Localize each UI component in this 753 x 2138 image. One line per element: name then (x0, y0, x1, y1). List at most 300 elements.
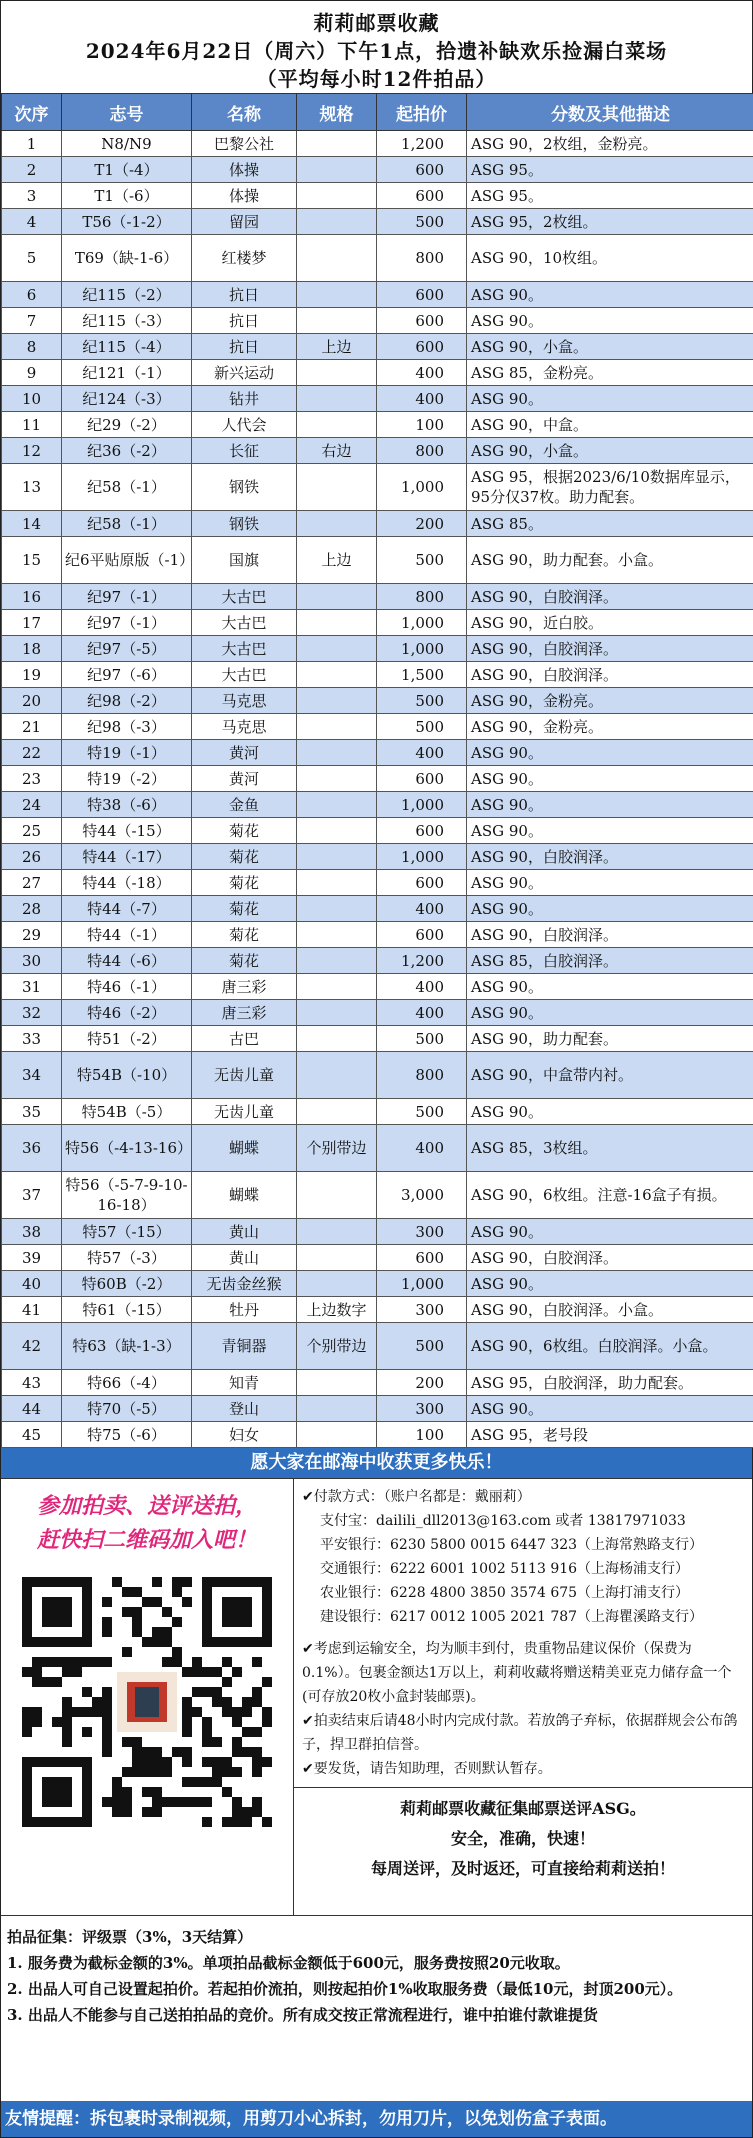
lot-price: 600 (377, 308, 467, 334)
lot-code: 特63（缺-1-3） (62, 1323, 192, 1370)
lot-code: 特54B（-5） (62, 1099, 192, 1125)
lot-no: 41 (2, 1297, 62, 1323)
lot-desc: ASG 95。 (467, 183, 753, 209)
lot-no: 43 (2, 1370, 62, 1396)
lot-name: 长征 (192, 438, 297, 464)
lot-code: 纪97（-6） (62, 662, 192, 688)
lot-name: 青铜器 (192, 1323, 297, 1370)
lot-no: 2 (2, 157, 62, 183)
promo-line-1: 参加拍卖、送评送拍， (36, 1493, 257, 1519)
lot-price: 600 (377, 1245, 467, 1271)
lot-price: 400 (377, 360, 467, 386)
lot-no: 19 (2, 662, 62, 688)
lot-name: 马克思 (192, 688, 297, 714)
lot-no: 25 (2, 818, 62, 844)
lot-desc: ASG 90，6枚组。注意-16盒子有损。 (467, 1172, 753, 1219)
service-line-2: 安全，准确，快速！ (450, 1829, 595, 1848)
table-row (2, 1099, 753, 1125)
pingan-account: 平安银行：6230 5800 0015 6447 323（上海常熟路支行） (320, 1537, 704, 1553)
rule-2: 2. 出品人可自己设置起拍价。若起拍价流拍，则按起拍价1%收取服务费（最低10元，封顶200元）。 (7, 1980, 683, 1998)
lot-name: 大古巴 (192, 662, 297, 688)
lot-no: 3 (2, 183, 62, 209)
lot-desc: ASG 90，白胶润泽。 (467, 636, 753, 662)
lot-no: 28 (2, 896, 62, 922)
alipay-account: 支付宝：dailili_dll2013@163.com 或者 13817971033 (320, 1513, 686, 1529)
lot-spec (297, 282, 377, 308)
lot-name: 抗日 (192, 334, 297, 360)
table-row (2, 209, 753, 235)
lot-desc: ASG 90。 (467, 792, 753, 818)
lot-no: 27 (2, 870, 62, 896)
lot-price: 400 (377, 386, 467, 412)
lot-spec: 上边 (297, 334, 377, 360)
lot-code: 特46（-1） (62, 974, 192, 1000)
lot-desc: ASG 90。 (467, 282, 753, 308)
lot-price: 600 (377, 922, 467, 948)
table-row (2, 1172, 753, 1219)
lot-spec (297, 584, 377, 610)
table-row (2, 360, 753, 386)
table-row (2, 412, 753, 438)
rules-title: 拍品征集：评级票（3%，3天结算） (7, 1928, 253, 1946)
table-row (2, 1245, 753, 1271)
lot-name: 唐三彩 (192, 1000, 297, 1026)
lot-price: 500 (377, 1099, 467, 1125)
lot-name: 国旗 (192, 537, 297, 584)
table-row (2, 1323, 753, 1370)
lot-spec (297, 766, 377, 792)
col-header-desc: 分数及其他描述 (467, 94, 753, 131)
lot-name: 黄河 (192, 766, 297, 792)
lot-spec (297, 511, 377, 537)
lot-no: 40 (2, 1271, 62, 1297)
table-row (2, 662, 753, 688)
lot-spec: 上边 (297, 537, 377, 584)
lot-desc: ASG 90。 (467, 740, 753, 766)
lot-no: 35 (2, 1099, 62, 1125)
lot-no: 15 (2, 537, 62, 584)
lot-price: 1,000 (377, 636, 467, 662)
lot-code: 纪58（-1） (62, 511, 192, 537)
lot-desc: ASG 90，小盒。 (467, 438, 753, 464)
lot-code: 特60B（-2） (62, 1271, 192, 1297)
table-row (2, 537, 753, 584)
lot-price: 200 (377, 1370, 467, 1396)
table-row (2, 1219, 753, 1245)
shop-title: 莉莉邮票收藏 (313, 11, 440, 35)
auction-date-title: 2024年6月22日（周六）下午1点，拾遗补缺欢乐捡漏白菜场 (85, 39, 668, 63)
rule-3: 3. 出品人不能参与自己送拍拍品的竞价。所有成交按正常流程进行，谁中拍谁付款谁提货 (7, 2006, 598, 2024)
lot-name: 登山 (192, 1396, 297, 1422)
lot-desc: ASG 90。 (467, 870, 753, 896)
lot-desc: ASG 90，白胶润泽。 (467, 922, 753, 948)
lot-desc: ASG 90，白胶润泽。 (467, 844, 753, 870)
lot-desc: ASG 90，白胶润泽。 (467, 584, 753, 610)
lot-code: T69（缺-1-6） (62, 235, 192, 282)
lot-code: 纪115（-4） (62, 334, 192, 360)
lot-name: 大古巴 (192, 636, 297, 662)
lot-spec (297, 792, 377, 818)
lot-desc: ASG 95。 (467, 157, 753, 183)
lot-spec (297, 209, 377, 235)
consignment-rules (1, 1916, 752, 2028)
lot-spec (297, 896, 377, 922)
table-row (2, 1000, 753, 1026)
lot-spec (297, 183, 377, 209)
payment-deadline-note: ✔拍卖结束后请48小时内完成付款。若放鸽子弃标，依据群规会公布鸽子，捍卫群拍信誉。 (302, 1713, 738, 1753)
lot-code: 特38（-6） (62, 792, 192, 818)
lot-desc: ASG 90，金粉亮。 (467, 688, 753, 714)
table-row (2, 1422, 753, 1448)
lot-price: 3,000 (377, 1172, 467, 1219)
lot-spec: 个别带边 (297, 1323, 377, 1370)
table-row (2, 636, 753, 662)
lot-name: 钢铁 (192, 511, 297, 537)
lot-name: 体操 (192, 183, 297, 209)
lot-price: 200 (377, 511, 467, 537)
lot-price: 500 (377, 714, 467, 740)
lot-desc: ASG 90，白胶润泽。 (467, 662, 753, 688)
lot-desc: ASG 90，助力配套。 (467, 1026, 753, 1052)
friendly-reminder-banner: 友情提醒：拆包裹时录制视频，用剪刀小心拆封，勿用刀片，以免划伤盒子表面。 (1, 2101, 752, 2137)
lot-code: 纪6平贴原版（-1） (62, 537, 192, 584)
lot-price: 600 (377, 334, 467, 360)
lot-spec (297, 662, 377, 688)
lot-spec (297, 412, 377, 438)
table-row (2, 1026, 753, 1052)
lot-spec (297, 740, 377, 766)
lot-spec (297, 1052, 377, 1099)
lot-desc: ASG 90。 (467, 1396, 753, 1422)
auction-rate-note: （平均每小时12件拍品） (256, 67, 497, 91)
lot-price: 400 (377, 1125, 467, 1172)
lot-name: 菊花 (192, 870, 297, 896)
table-row (2, 818, 753, 844)
table-row (2, 235, 753, 282)
lot-spec (297, 844, 377, 870)
lot-no: 13 (2, 464, 62, 511)
table-row (2, 511, 753, 537)
lot-desc: ASG 90。 (467, 1099, 753, 1125)
table-row (2, 1396, 753, 1422)
lot-code: 特56（-5-7-9-10-16-18） (62, 1172, 192, 1219)
lot-spec (297, 1271, 377, 1297)
lot-code: 特44（-6） (62, 948, 192, 974)
lot-no: 33 (2, 1026, 62, 1052)
lot-code: 特46（-2） (62, 1000, 192, 1026)
lot-no: 30 (2, 948, 62, 974)
ccb-account: 建设银行：6217 0012 1005 2021 787（上海瞿溪路支行） (320, 1609, 704, 1625)
table-row (2, 610, 753, 636)
lot-no: 10 (2, 386, 62, 412)
lot-name: 金鱼 (192, 792, 297, 818)
table-row (2, 584, 753, 610)
lot-no: 45 (2, 1422, 62, 1448)
lot-code: 特44（-15） (62, 818, 192, 844)
lot-price: 400 (377, 974, 467, 1000)
lot-name: 菊花 (192, 818, 297, 844)
table-row (2, 1271, 753, 1297)
lot-code: 纪98（-3） (62, 714, 192, 740)
lot-desc: ASG 90，6枚组。白胶润泽。小盒。 (467, 1323, 753, 1370)
lot-name: 无齿儿童 (192, 1052, 297, 1099)
lot-spec (297, 1219, 377, 1245)
lot-name: 菊花 (192, 922, 297, 948)
lot-name: 钢铁 (192, 464, 297, 511)
lot-spec (297, 818, 377, 844)
lot-no: 31 (2, 974, 62, 1000)
lot-name: 人代会 (192, 412, 297, 438)
lot-price: 800 (377, 584, 467, 610)
lot-no: 24 (2, 792, 62, 818)
lot-no: 11 (2, 412, 62, 438)
table-row (2, 438, 753, 464)
lot-no: 44 (2, 1396, 62, 1422)
lot-desc: ASG 85，白胶润泽。 (467, 948, 753, 974)
lot-spec: 右边 (297, 438, 377, 464)
lot-code: T1（-4） (62, 157, 192, 183)
lot-price: 800 (377, 235, 467, 282)
lot-name: 黄山 (192, 1219, 297, 1245)
lot-price: 800 (377, 438, 467, 464)
lot-no: 39 (2, 1245, 62, 1271)
lot-price: 600 (377, 870, 467, 896)
lot-price: 300 (377, 1297, 467, 1323)
table-row (2, 844, 753, 870)
table-row (2, 714, 753, 740)
lot-code: 纪58（-1） (62, 464, 192, 511)
grading-service-box (294, 1787, 752, 1884)
table-row (2, 1297, 753, 1323)
table-row (2, 334, 753, 360)
lot-code: 纪97（-1） (62, 610, 192, 636)
lot-code: 纪124（-3） (62, 386, 192, 412)
table-row (2, 464, 753, 511)
lot-name: 蝴蝶 (192, 1125, 297, 1172)
lot-desc: ASG 90。 (467, 1000, 753, 1026)
lot-name: 大古巴 (192, 584, 297, 610)
lot-price: 1,000 (377, 792, 467, 818)
lot-code: 特19（-1） (62, 740, 192, 766)
col-header-name: 名称 (192, 94, 297, 131)
lot-price: 1,500 (377, 662, 467, 688)
lot-no: 14 (2, 511, 62, 537)
lot-desc: ASG 90。 (467, 974, 753, 1000)
lot-code: 特19（-2） (62, 766, 192, 792)
bocom-account: 交通银行：6222 6001 1002 5113 916（上海杨浦支行） (320, 1561, 690, 1577)
lot-spec (297, 1245, 377, 1271)
lot-price: 800 (377, 1052, 467, 1099)
col-header-spec: 规格 (297, 94, 377, 131)
lot-name: 古巴 (192, 1026, 297, 1052)
lot-price: 600 (377, 766, 467, 792)
lot-spec (297, 610, 377, 636)
lot-price: 300 (377, 1219, 467, 1245)
lot-code: 特57（-3） (62, 1245, 192, 1271)
lot-spec (297, 688, 377, 714)
lot-spec (297, 1026, 377, 1052)
lot-spec (297, 922, 377, 948)
lot-spec: 上边数字 (297, 1297, 377, 1323)
table-row (2, 157, 753, 183)
col-header-no: 次序 (2, 94, 62, 131)
lot-code: 特56（-4-13-16） (62, 1125, 192, 1172)
lot-name: 妇女 (192, 1422, 297, 1448)
lot-name: 抗日 (192, 308, 297, 334)
lot-name: 菊花 (192, 896, 297, 922)
lot-no: 20 (2, 688, 62, 714)
table-header-row (2, 94, 753, 131)
lot-table (1, 93, 753, 1448)
lot-name: 无齿金丝猴 (192, 1271, 297, 1297)
table-row (2, 792, 753, 818)
lot-no: 36 (2, 1125, 62, 1172)
lot-name: 新兴运动 (192, 360, 297, 386)
lot-desc: ASG 90，中盒带内衬。 (467, 1052, 753, 1099)
lot-desc: ASG 95，2枚组。 (467, 209, 753, 235)
info-section (1, 1478, 752, 1916)
lot-desc: ASG 90，近白胶。 (467, 610, 753, 636)
table-row (2, 183, 753, 209)
lot-code: T56（-1-2） (62, 209, 192, 235)
lot-name: 抗日 (192, 282, 297, 308)
lot-name: 红楼梦 (192, 235, 297, 282)
lot-code: 纪121（-1） (62, 360, 192, 386)
payment-title: ✔付款方式：（账户名都是：戴丽莉） (302, 1489, 531, 1505)
lot-price: 500 (377, 1323, 467, 1370)
lot-code: 纪98（-2） (62, 688, 192, 714)
lot-price: 1,200 (377, 131, 467, 157)
header (1, 1, 752, 93)
lot-spec (297, 131, 377, 157)
table-row (2, 922, 753, 948)
lot-name: 马克思 (192, 714, 297, 740)
lot-desc: ASG 90。 (467, 308, 753, 334)
lot-code: 特75（-6） (62, 1422, 192, 1448)
table-row (2, 282, 753, 308)
col-header-code: 志号 (62, 94, 192, 131)
lot-spec (297, 1099, 377, 1125)
lot-no: 29 (2, 922, 62, 948)
lot-name: 钻井 (192, 386, 297, 412)
lot-name: 牡丹 (192, 1297, 297, 1323)
lot-code: 特44（-17） (62, 844, 192, 870)
lot-desc: ASG 90，金粉亮。 (467, 714, 753, 740)
lot-name: 体操 (192, 157, 297, 183)
lot-price: 500 (377, 537, 467, 584)
lot-price: 1,200 (377, 948, 467, 974)
lot-code: 特51（-2） (62, 1026, 192, 1052)
lot-no: 21 (2, 714, 62, 740)
lot-no: 34 (2, 1052, 62, 1099)
rule-1: 1. 服务费为截标金额的3%。单项拍品截标金额低于600元，服务费按照20元收取。 (7, 1954, 570, 1972)
lot-spec (297, 1370, 377, 1396)
lot-spec (297, 1172, 377, 1219)
lot-spec (297, 636, 377, 662)
wish-banner: 愿大家在邮海中收获更多快乐！ (1, 1448, 752, 1478)
lot-name: 无齿儿童 (192, 1099, 297, 1125)
lot-price: 1,000 (377, 844, 467, 870)
table-row (2, 131, 753, 157)
lot-price: 100 (377, 1422, 467, 1448)
lot-desc: ASG 90，小盒。 (467, 334, 753, 360)
lot-no: 1 (2, 131, 62, 157)
storage-note: ✔要发货，请告知助理，否则默认暂存。 (302, 1761, 552, 1777)
lot-code: 特44（-18） (62, 870, 192, 896)
col-header-price: 起拍价 (377, 94, 467, 131)
lot-price: 500 (377, 688, 467, 714)
lot-desc: ASG 90。 (467, 766, 753, 792)
service-line-3: 每周送评，及时返还，可直接给莉莉送拍！ (370, 1859, 675, 1878)
lot-code: T1（-6） (62, 183, 192, 209)
lot-name: 知青 (192, 1370, 297, 1396)
lot-no: 6 (2, 282, 62, 308)
lot-no: 42 (2, 1323, 62, 1370)
lot-price: 600 (377, 818, 467, 844)
lot-desc: ASG 90，助力配套。小盒。 (467, 537, 753, 584)
lot-desc: ASG 85，3枚组。 (467, 1125, 753, 1172)
lot-spec (297, 948, 377, 974)
lot-desc: ASG 90，白胶润泽。小盒。 (467, 1297, 753, 1323)
lot-spec (297, 235, 377, 282)
lot-code: 特66（-4） (62, 1370, 192, 1396)
lot-spec (297, 360, 377, 386)
lot-price: 500 (377, 1026, 467, 1052)
table-row (2, 1370, 753, 1396)
lot-desc: ASG 90。 (467, 818, 753, 844)
lot-name: 菊花 (192, 844, 297, 870)
lot-spec (297, 1000, 377, 1026)
lot-spec (297, 870, 377, 896)
lot-price: 1,000 (377, 464, 467, 511)
lot-desc: ASG 90，白胶润泽。 (467, 1245, 753, 1271)
table-row (2, 1125, 753, 1172)
lot-no: 7 (2, 308, 62, 334)
lot-code: 特57（-15） (62, 1219, 192, 1245)
qr-code-icon[interactable] (22, 1577, 272, 1827)
lot-desc: ASG 90。 (467, 386, 753, 412)
lot-desc: ASG 90，10枚组。 (467, 235, 753, 282)
lot-code: 特44（-7） (62, 896, 192, 922)
table-row (2, 896, 753, 922)
lot-no: 38 (2, 1219, 62, 1245)
lot-spec (297, 1396, 377, 1422)
table-row (2, 974, 753, 1000)
lot-price: 600 (377, 157, 467, 183)
lot-price: 600 (377, 282, 467, 308)
lot-desc: ASG 95，老号段 (467, 1422, 753, 1448)
lot-price: 400 (377, 896, 467, 922)
lot-desc: ASG 95，根据2023/6/10数据库显示，95分仅37枚。助力配套。 (467, 464, 753, 511)
lot-name: 唐三彩 (192, 974, 297, 1000)
lot-desc: ASG 90。 (467, 1271, 753, 1297)
lot-price: 1,000 (377, 610, 467, 636)
lot-no: 32 (2, 1000, 62, 1026)
lot-no: 9 (2, 360, 62, 386)
lot-spec (297, 308, 377, 334)
lot-no: 23 (2, 766, 62, 792)
lot-price: 300 (377, 1396, 467, 1422)
table-row (2, 308, 753, 334)
lot-desc: ASG 85。 (467, 511, 753, 537)
lot-spec: 个别带边 (297, 1125, 377, 1172)
lot-code: 特44（-1） (62, 922, 192, 948)
table-row (2, 1052, 753, 1099)
lot-spec (297, 1422, 377, 1448)
promo-line-2: 赶快扫二维码加入吧！ (36, 1527, 257, 1553)
lot-no: 5 (2, 235, 62, 282)
table-row (2, 740, 753, 766)
